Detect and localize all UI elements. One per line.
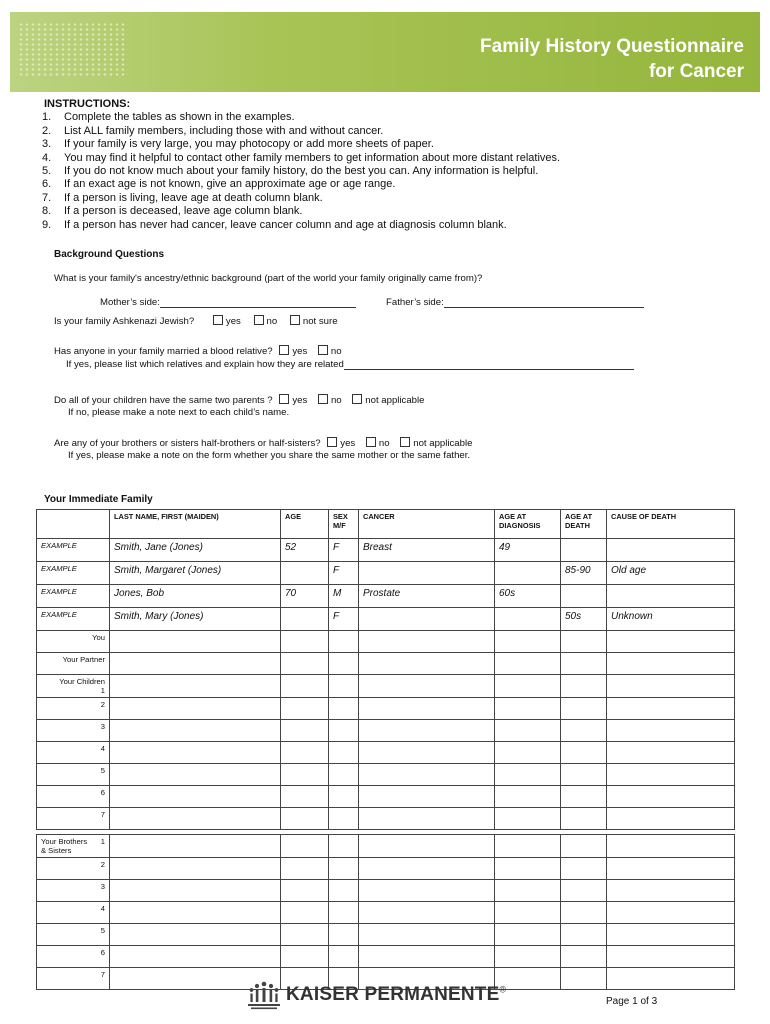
ashkenazi-not-sure-checkbox[interactable] xyxy=(290,315,300,325)
blood-relative-input[interactable] xyxy=(344,360,634,370)
decorative-dots xyxy=(18,22,128,77)
example-row: EXAMPLE Smith, Mary (Jones) F 50s Unknown xyxy=(37,608,735,631)
blood-relative-note: If yes, please list which relatives and explain how they are related xyxy=(66,359,634,370)
col-sex: SEX M/F xyxy=(329,510,359,539)
instruction-item: 1. Complete the tables as shown in the examples. xyxy=(42,111,295,124)
col-cancer: CANCER xyxy=(359,510,495,539)
ashkenazi-yes-checkbox[interactable] xyxy=(213,315,223,325)
table-row-sibling[interactable]: 7 xyxy=(37,968,735,990)
half-na-checkbox[interactable] xyxy=(400,437,410,447)
father-side-field: Father’s side: xyxy=(386,297,644,308)
page-number: Page 1 of 3 xyxy=(606,996,658,1007)
brand-name: KAISER PERMANENTE® xyxy=(286,984,507,1005)
header-banner xyxy=(10,12,760,92)
col-cause-death: CAUSE OF DEATH xyxy=(607,510,735,539)
instructions-list xyxy=(44,111,560,232)
father-side-input[interactable] xyxy=(444,298,644,308)
page-title xyxy=(480,34,744,84)
table-row-child[interactable]: 5 xyxy=(37,764,735,786)
instruction-item: 9. If a person has never had cancer, leave cancer column and age at diagnosis column blank. xyxy=(42,218,507,231)
background-heading: Background Questions xyxy=(54,249,165,260)
instruction-item: 3. If your family is very large, you may photocopy or add more sheets of paper. xyxy=(42,138,434,151)
instruction-item: 6. If an exact age is not known, give an approximate age or age range. xyxy=(42,178,396,191)
ancestry-question: What is your family's ancestry/ethnic background (part of the world your family originally came from)? xyxy=(54,273,483,284)
instruction-item: 4. You may find it helpful to contact other family members to get information about more distant relatives. xyxy=(42,151,561,164)
same-parents-note: If no, please make a note next to each child’s name. xyxy=(68,407,290,418)
table-row-partner[interactable]: Your Partner xyxy=(37,653,735,675)
half-siblings-note: If yes, please make a note on the form whether you share the same mother or the same father. xyxy=(68,450,471,461)
title-line-2: for Cancer xyxy=(648,61,744,82)
title-line-1: Family History Questionnaire xyxy=(480,36,744,57)
example-row: EXAMPLE Jones, Bob 70 M Prostate 60s xyxy=(37,585,735,608)
half-no-checkbox[interactable] xyxy=(366,437,376,447)
parents-yes-checkbox[interactable] xyxy=(279,394,289,404)
same-parents-question: Do all of your children have the same two parents ? yes no not applicable xyxy=(54,395,425,406)
example-row: EXAMPLE Smith, Margaret (Jones) F 85-90 Old age xyxy=(37,562,735,585)
mother-side-field: Mother’s side: xyxy=(100,297,356,308)
col-age-diagnosis: AGE AT DIAGNOSIS xyxy=(495,510,561,539)
instruction-item: 2. List ALL family members, including those with and without cancer. xyxy=(42,124,384,137)
table-row-child[interactable]: 7 xyxy=(37,808,735,830)
table-row-sibling[interactable]: 3 xyxy=(37,880,735,902)
ashkenazi-no-checkbox[interactable] xyxy=(254,315,264,325)
table-row-child[interactable]: 2 xyxy=(37,698,735,720)
blood-relative-question: Has anyone in your family married a blood relative? yes no xyxy=(54,346,342,357)
example-row: EXAMPLE Smith, Jane (Jones) 52 F Breast 49 xyxy=(37,539,735,562)
family-heading: Your Immediate Family xyxy=(44,494,153,505)
family-table xyxy=(36,509,735,990)
ashkenazi-question: Is your family Ashkenazi Jewish? yes no not sure xyxy=(54,316,338,327)
table-row-child[interactable]: 4 xyxy=(37,742,735,764)
table-row-sibling[interactable]: 4 xyxy=(37,902,735,924)
instruction-item: 5. If you do not know much about your family history, do the best you can. Any information is helpful. xyxy=(42,165,539,178)
col-name: LAST NAME, FIRST (MAIDEN) xyxy=(110,510,281,539)
table-row-sibling[interactable]: 6 xyxy=(37,946,735,968)
instruction-item: 7. If a person is living, leave age at death column blank. xyxy=(42,191,323,204)
col-age-death: AGE AT DEATH xyxy=(561,510,607,539)
table-row-child[interactable]: Your Children 1 xyxy=(37,675,735,698)
brand-footer xyxy=(248,980,506,1010)
mother-side-input[interactable] xyxy=(160,298,356,308)
blood-yes-checkbox[interactable] xyxy=(279,345,289,355)
blood-no-checkbox[interactable] xyxy=(318,345,328,355)
table-row-you[interactable]: You xyxy=(37,631,735,653)
table-row-sibling[interactable]: Your Brothers & Sisters 1 xyxy=(37,835,735,858)
instruction-item: 8. If a person is deceased, leave age column blank. xyxy=(42,205,303,218)
table-row-child[interactable]: 3 xyxy=(37,720,735,742)
half-yes-checkbox[interactable] xyxy=(327,437,337,447)
table-row-child[interactable]: 6 xyxy=(37,786,735,808)
table-row-sibling[interactable]: 2 xyxy=(37,858,735,880)
col-age: AGE xyxy=(281,510,329,539)
parents-na-checkbox[interactable] xyxy=(352,394,362,404)
instructions-heading: INSTRUCTIONS xyxy=(44,98,127,110)
parents-no-checkbox[interactable] xyxy=(318,394,328,404)
instructions: INSTRUCTIONS: 1. Complete the tables as shown in the examples. 2. List ALL family members, including those with and without cancer. 3. If your family is very large, you may photocopy or add more sheets of paper. 4. You may find it helpful to contact other family members to get information about more distant relatives. 5. If you do not know much about your family history, do the best you can. Any information is helpful. 6. If an exact age is not known, give an approximate age or age range. 7. If a person is living, leave age at death column blank. 8. If a person is deceased, leave age column blank. 9. If a person has never had cancer, leave cancer column and age at diagnosis column blank. xyxy=(42,98,561,231)
table-row-sibling[interactable]: 5 xyxy=(37,924,735,946)
table-header xyxy=(37,510,735,539)
kaiser-logo-icon xyxy=(248,980,280,1010)
half-siblings-question: Are any of your brothers or sisters half-brothers or half-sisters? yes no not applicable xyxy=(54,438,473,449)
